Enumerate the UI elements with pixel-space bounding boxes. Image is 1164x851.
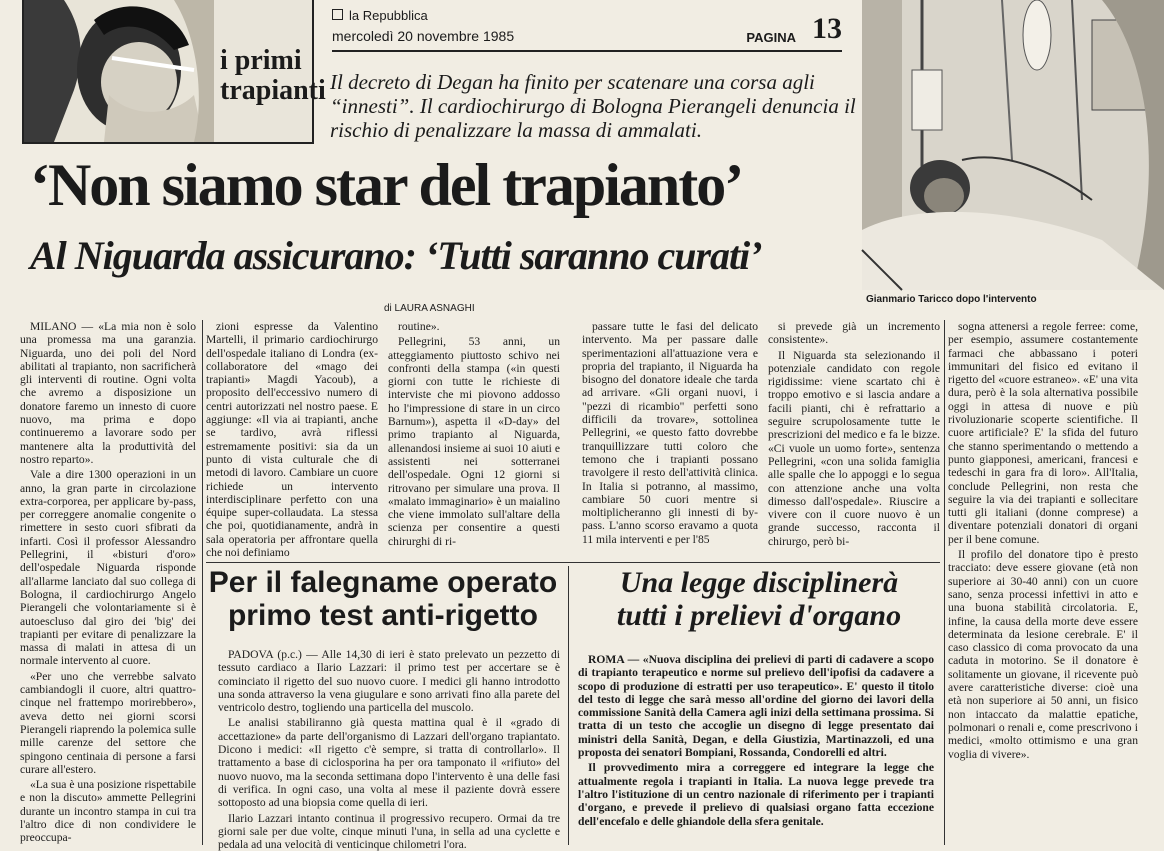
article-column-3 — [388, 320, 560, 558]
newspaper-name — [332, 8, 428, 23]
newspaper-name-text: la Repubblica — [349, 8, 428, 23]
paragraph: PADOVA (p.c.) — Alle 14,30 di ieri è stato prelevato un pezzetto di tessuto cardiaco a Ilario Lazzari: il primo test per accertare se è cominciato il rigetto del suo nuovo cuore. I medici gli hanno introdotto una sonda attraverso la vena giugulare e sono arrivati fino alla parete del ventricolo destro, togliendo una particella del muscolo. — [218, 648, 560, 715]
article-deck: Il decreto di Degan ha finito per scatenare una corsa agli “innesti”. Il cardiochirurgo di Bologna Pierangeli denuncia il rischio di penalizzare la massa di ammalati. — [330, 70, 856, 142]
byline: di LAURA ASNAGHI — [384, 303, 475, 314]
surgeon-photo — [24, 0, 214, 142]
box2-title-line1: Una legge disciplinerà — [619, 566, 899, 599]
masthead — [332, 6, 842, 52]
column-rule — [202, 320, 203, 845]
paragraph: «Per uno che verrebbe salvato cambiandogli il cuore, altri quattro-cinque nel frattempo morirebbero», aveva detto nei giorni scorsi Pierangeli riaprendo la polemica sulle mille carenze del settore che spingono centinaia di persone a farsi curare all'estero. — [20, 669, 196, 776]
paragraph: Il provvedimento mira a correggere ed integrare la legge che attualmente regola i trapianti in Italia. La nuova legge prevede tra l'altro l'istituzione di un centro nazionale di riferimento per i trapianti d'organo, e prevede il prelievo di qualsiasi organo fatta eccezione dell'encefalo e delle ghiandole della sfera genitale. — [578, 761, 934, 828]
paragraph: si prevede già un incremento consistente». — [768, 320, 940, 347]
paragraph: Pellegrini, 53 anni, un atteggiamento piuttosto schivo nei confronti della stampa («in questi giorni con tutte le richieste di interviste che mi piovono addosso ho l'impressione di stare in un circo Barnum»), aspetta il «D-day» del primo trapianto al Niguarda, allenandosi insieme ai suoi 10 aiuti e assistenti nei sotterranei dell'ospedale. Ogni 12 giorni si ritrovano per simulare una prova. Il «malato immaginario» è un maialino che viene immolato sull'altare della scienza per consentire a questi chirurghi di ri- — [388, 335, 560, 548]
paragraph: ROMA — «Nuova disciplina dei prelievi di parti di cadavere a scopo di trapianto terapeutico e norme sul prelievo dell'ipofisi da cadavere a scopo di produzione di estratti per uso terapeutico». E' questo il titolo del testo di legge che sarà messo all'ordine del giorno dei lavori della commissione Sanità della Camera agli inizi della settimana prossima. Si tratta di un testo che accoglie un disegno di legge presentato dai ministri della Sanità, Degan, e della Giustizia, Martinazzoli, ed una proposta dei senatori Bompiani, Rossanda, Condorelli ed altri. — [578, 653, 934, 760]
article-column-2 — [206, 320, 378, 558]
hospital-bed-photo — [862, 0, 1164, 290]
paragraph: Ilario Lazzari intanto continua il progressivo recupero. Ormai da tre giorni sale per due volte, cinque minuti l'una, in sella ad una cyclette e pedala ad una velocità di venticinque chilometri l'ora. — [218, 811, 560, 851]
paragraph: Il Niguarda sta selezionando il potenziale candidato con regole rigidissime: viene scartato chi è troppo emotivo e si lascia andare a facili pianti, chi è refrattario a seguire scrupolosamente tutte le prescrizioni del medico e fa le bizze. «Ci vuole un uomo forte», sentenza Pellegrini, «con una solida famiglia alle spalle che lo appoggi e lo segua con attenzione anche una volta dimesso dall'ospedale». Riuscire a vivere con il cuore nuovo è un grande successo, racconta il chirurgo, però bi- — [768, 348, 940, 548]
section-rubric: i primi trapianti — [220, 45, 326, 106]
box1-body — [218, 648, 560, 851]
publication-date: mercoledì 20 novembre 1985 — [332, 28, 515, 44]
article-column-4 — [582, 320, 758, 558]
box2-title-line2: tutti i prelievi d'organo — [616, 599, 902, 632]
article-column-6 — [948, 320, 1138, 845]
headline-title: ‘Non siamo star del trapianto’ — [30, 152, 743, 218]
paragraph: Vale a dire 1300 operazioni in un anno, la gran parte in circolazione extra-corporea, per applicare by-pass, per correggere anomalie congenite o rimettere in sesto cuori sfibrati da infarti. Così il professor Alessandro Pellegrini, il «bisturi d'oro» dell'ospedale Niguarda risponde all'allarme lanciato dal suo collega di Bologna, il cardiochirurgo Angelo Pierangeli che volontariamente si è autoescluso dal giro dei 'big' dei trapianti per evitare di penalizzare la massa di malati in attesa di un normale intervento al cuore. — [20, 468, 196, 668]
article-column-1 — [20, 320, 196, 845]
patient-photo — [862, 0, 1164, 290]
headline-subtitle: Al Niguarda assicurano: ‘Tutti saranno curati’ — [30, 233, 762, 278]
box1-title-line1: Per il falegname operato — [208, 566, 558, 599]
box1-title-line2: primo test anti-rigetto — [227, 599, 538, 632]
article-column-5 — [768, 320, 940, 558]
paragraph: zioni espresse da Valentino Martelli, il primario cardiochirurgo dell'ospedale italiano di Londra (ex-collaboratore del «mago dei trapianti» Magdi Yacoub), a proposito dell'eccessivo numero di centri autorizzati nel nostro paese. E aggiunge: «Il via ai trapianti, anche se tardivo, avrà riflessi estremamente positivi: sia da un punto di vista culturale che di metodi di lavoro. Cambiare un cuore richiede un intervento interdisciplinare perfetto con una équipe super-collaudata. La stessa che poi, quotidianamente, andrà in sala operatoria per affrontare quella che noi definiamo — [206, 320, 378, 560]
box2-body — [578, 653, 934, 845]
column-rule — [944, 320, 945, 845]
paragraph: Il profilo del donatore tipo è presto tracciato: deve essere giovane (età non superiore ai 30-40 anni) con un cuore sano, senza processi infettivi in atto e una buona stabilità circolatoria. E, infine, la causa della morte deve essere determinata da lesione cerebrale. E' il caso classico di coma provocato da una caduta in motorino. Se il donatore è solitamente un giovane, il ricevente può avere caratteristiche diverse: cioè una età non superiore ai 50 anni, un fisico non intaccato da malattie epatiche, polmonari o renali e, come prescrivono i medici, «molto ottimismo e una gran voglia di vivere». — [948, 548, 1138, 761]
page-number: 13 — [812, 12, 842, 45]
paragraph: routine». — [398, 320, 440, 333]
header-photo-box — [22, 0, 326, 144]
box-top-rule — [206, 562, 940, 563]
photo-caption: Gianmario Taricco dopo l'intervento — [866, 294, 1037, 305]
box1-title — [208, 566, 558, 632]
page-label: PAGINA — [746, 30, 796, 45]
box2-title — [580, 566, 938, 632]
paragraph: Le analisi stabiliranno già questa mattina qual è il «grado di accettazione» da parte dell'organismo di Lazzari dell'organo trapiantato. Dicono i medici: «Il rigetto c'è sempre, si tratta di controllarlo». Il trattamento a base di ciclosporina ha per ora tamponato il «rifiuto» del nuovo nuovo, ma la seconda settimana dopo l'intervento è una delle fasi di verifica. In ogni caso, una volta al mese il paziente dovrà essere sottoposto ad una biopsia come quella di ieri. — [218, 716, 560, 810]
paragraph: MILANO — «La mia non è solo una promessa ma una garanzia. Niguarda, uno dei poli del Nord abilitati al trapianto, non sacrificherà gli interventi di routine. Ogni volta che avremo a disposizione un donatore faremo un innesto di cuore nuovo, ma prima e dopo continueremo a lavorare sodo per mantenere alta la produttività del nostro reparto». — [20, 320, 196, 466]
square-icon — [332, 9, 343, 20]
paragraph: passare tutte le fasi del delicato intervento. Ma per passare dalle sperimentazioni all'attuazione vera e propria del trapianto, il Niguarda ha bisogno del donatore ideale che tarda ad arrivare. «Gli organi nuovi, i "pezzi di ricambio" perfetti sono difficili da trovare», sottolinea Pellegrini, «e questo fatto dovrebbe tranquillizzare tutti coloro che temono che i trapianti possano travolgere il resto dell'attività clinica. In Italia si potranno, al massimo, cambiare 50 cuori mentre si moltiplicheranno gli innesti di by-pass. L'anno scorso eravamo a quota 11 mila interventi e per l'85 — [582, 320, 758, 546]
box-divider-rule — [568, 566, 569, 845]
paragraph: sogna attenersi a regole ferree: come, per esempio, assumere costantemente farmaci che abbassano i poteri immunitari del fisico ed evitano il rigetto del «cuore estraneo». «E' una vita dura, però è la sola alternativa possibile oggi in attesa di nuove e più rivoluzionarie scoperte scientifiche. Il cuore artificiale? E' la sfida del futuro che stanno sperimentando o mettendo a punto giapponesi, americani, francesi e tedeschi in gara fra di loro». All'Italia, conclude Pellegrini, non resta che seguire la via dei trapianti e sollecitare tutti gli italiani (donne comprese) a diventare potenziali donatori di organi per il bene comune. — [948, 320, 1138, 546]
paragraph: «La sua è una posizione rispettabile e non la discuto» ammette Pellegrini durante un incontro stampa in cui tra l'altro dice di non condividere le preoccupa- — [20, 778, 196, 845]
